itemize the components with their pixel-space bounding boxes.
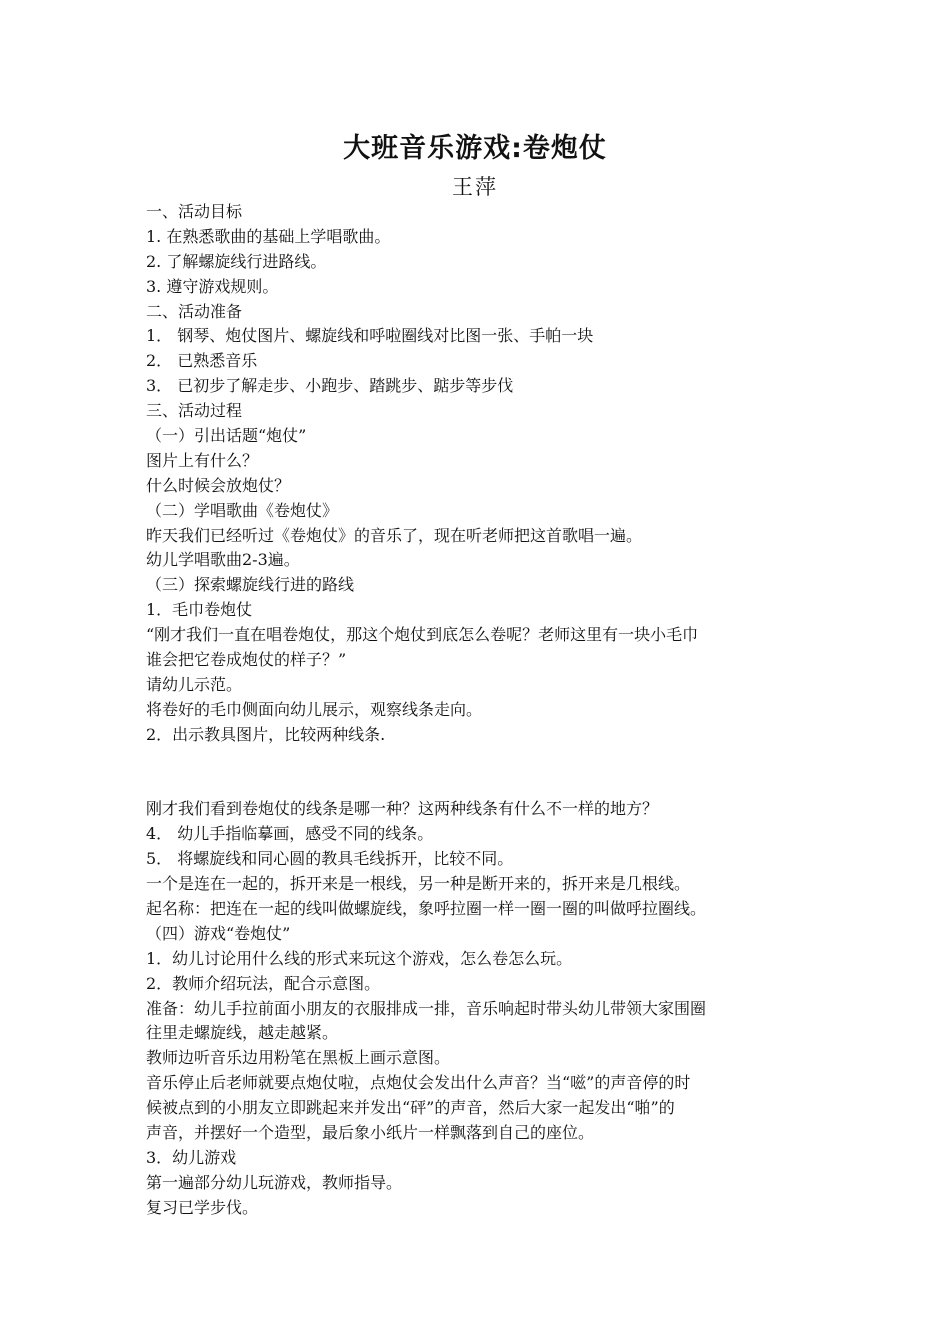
text-line: 图片上有什么？ [146, 450, 259, 470]
text-line: 一个是连在一起的，拆开来是一根线，另一种是断开来的，拆开来是几根线。 [146, 874, 691, 894]
text-line: 第一遍部分幼儿玩游戏，教师指导。 [146, 1172, 403, 1192]
text-line: （一）引出话题“炮仗” [146, 426, 307, 446]
text-line: 一、活动目标 [146, 202, 243, 221]
text-line: 1．毛巾卷炮仗 [146, 600, 253, 620]
text-line: 教师边听音乐边用粉笔在黑板上画示意图。 [146, 1048, 451, 1068]
document-body [146, 200, 816, 1221]
text-line: 2．教师介绍玩法，配合示意图。 [146, 973, 381, 993]
blank-space [146, 748, 816, 798]
text-line: 3. 遵守游戏规则。 [146, 276, 279, 296]
text-line: 3．幼儿游戏 [146, 1147, 237, 1167]
text-line: 昨天我们已经听过《卷炮仗》的音乐了，现在听老师把这首歌唱一遍。 [146, 525, 643, 545]
text-line: 音乐停止后老师就要点炮仗啦，点炮仗会发出什么声音？当“嗞”的声音停的时 [146, 1073, 691, 1093]
text-line: 2． 已熟悉音乐 [146, 351, 258, 371]
text-line: 1. 在熟悉歌曲的基础上学唱歌曲。 [146, 226, 391, 246]
text-line: 三、活动过程 [146, 401, 243, 421]
text-line: 幼儿学唱歌曲2-3遍。 [146, 550, 300, 570]
document-author: 王萍 [452, 175, 498, 199]
text-line: “刚才我们一直在唱卷炮仗，那这个炮仗到底怎么卷呢？老师这里有一块小毛巾 [146, 625, 699, 645]
text-line: （四）游戏“卷炮仗” [146, 923, 291, 943]
text-line: 谁会把它卷成炮仗的样子？” [146, 650, 347, 670]
text-line: 5． 将螺旋线和同心圆的教具毛线拆开，比较不同。 [146, 849, 514, 869]
text-line: 候被点到的小朋友立即跳起来并发出“砰”的声音，然后大家一起发出“啪”的 [146, 1098, 675, 1118]
text-line: 起名称：把连在一起的线叫做螺旋线，象呼拉圈一样一圈一圈的叫做呼拉圈线。 [146, 898, 707, 918]
text-line: （三）探索螺旋线行进的路线 [146, 575, 355, 595]
text-line: 刚才我们看到卷炮仗的线条是哪一种？这两种线条有什么不一样的地方？ [146, 799, 659, 819]
text-line: 2. 了解螺旋线行进路线。 [146, 251, 327, 271]
text-line: 往里走螺旋线，越走越紧。 [146, 1023, 339, 1043]
text-line: 请幼儿示范。 [146, 674, 243, 694]
text-line: 1．幼儿讨论用什么线的形式来玩这个游戏，怎么卷怎么玩。 [146, 948, 573, 968]
text-line: 准备：幼儿手拉前面小朋友的衣服排成一排，音乐响起时带头幼儿带领大家围圈 [146, 998, 707, 1018]
text-line: 3． 已初步了解走步、小跑步、踏跳步、踮步等步伐 [146, 376, 514, 396]
text-line: 什么时候会放炮仗？ [146, 475, 291, 495]
text-line: 复习已学步伐。 [146, 1197, 259, 1217]
body-section-2 [146, 797, 816, 1220]
text-line: 将卷好的毛巾侧面向幼儿展示，观察线条走向。 [146, 699, 483, 719]
text-line: （二）学唱歌曲《卷炮仗》 [146, 500, 339, 520]
text-line: 1． 钢琴、炮仗图片、螺旋线和呼啦圈线对比图一张、手帕一块 [146, 326, 594, 346]
document-title: 大班音乐游戏:卷炮仗 [343, 133, 607, 164]
text-line: 声音，并摆好一个造型，最后象小纸片一样飘落到自己的座位。 [146, 1122, 595, 1142]
text-line: 2．出示教具图片，比较两种线条. [146, 724, 386, 744]
text-line: 4． 幼儿手指临摹画，感受不同的线条。 [146, 824, 434, 844]
body-section-1 [146, 200, 816, 748]
text-line: 二、活动准备 [146, 301, 243, 321]
